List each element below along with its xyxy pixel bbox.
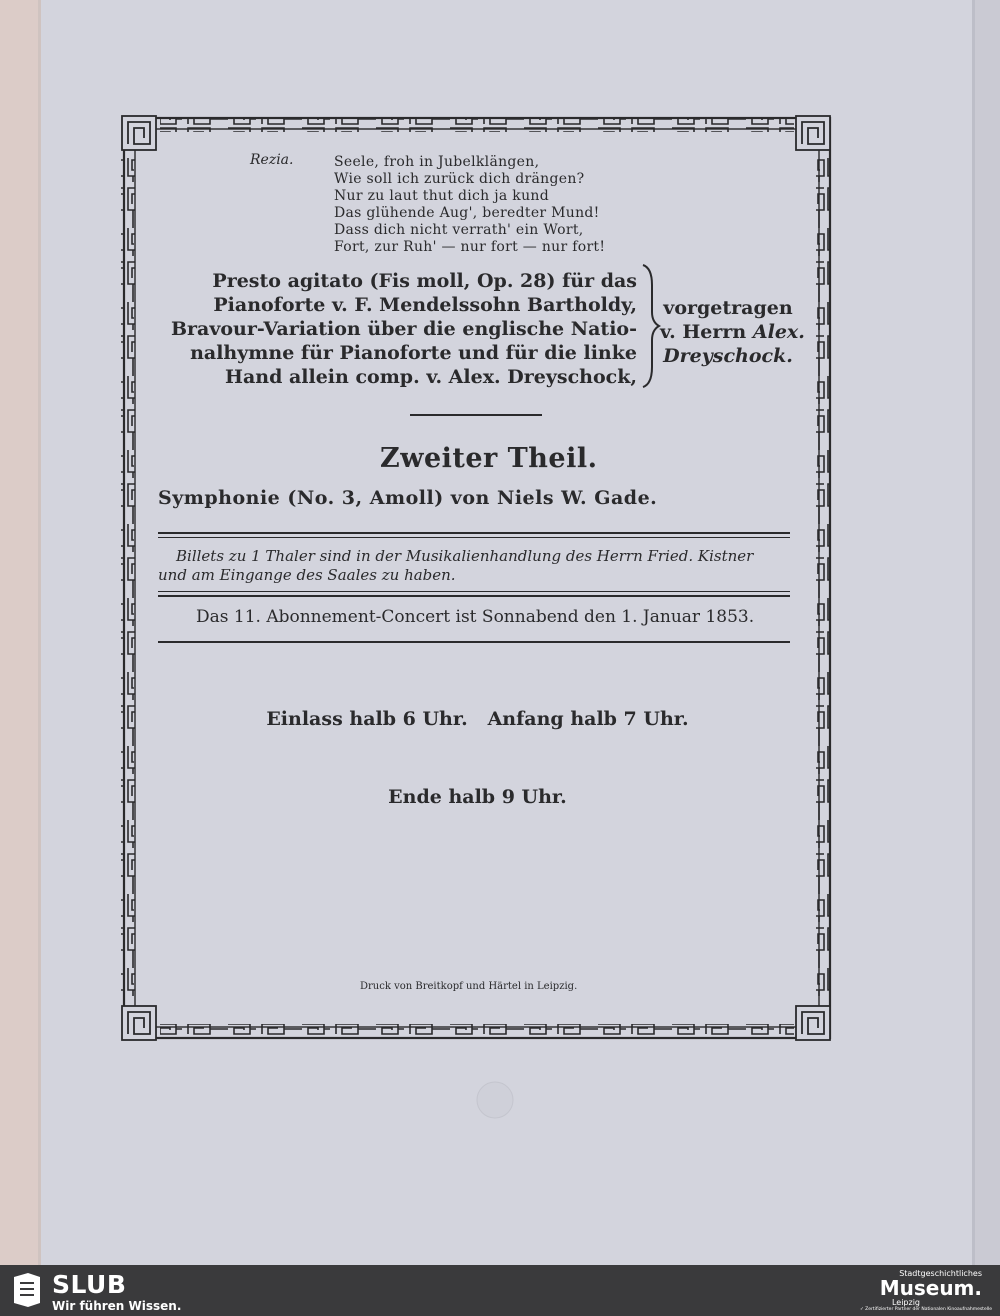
slub-logo-icon — [12, 1273, 42, 1307]
performer-line — [660, 320, 805, 344]
verse-line: Wie soll ich zurück dich drängen? — [334, 171, 585, 187]
performer-prefix: v. Herrn — [660, 321, 747, 343]
singer-label: Rezia. — [250, 152, 294, 168]
divider — [158, 641, 790, 643]
museum-certificate: ✓ Zertifizierter Partner der Nationalen Kinoaufnahmestelle — [859, 1307, 992, 1312]
program-line: nalhymne für Pianoforte und für die linke — [190, 342, 637, 364]
slub-tagline: Wir führen Wissen. — [52, 1299, 182, 1313]
program-line: Pianoforte v. F. Mendelssohn Bartholdy, — [213, 294, 637, 316]
section-heading: Zweiter Theil. — [380, 443, 598, 474]
divider — [158, 595, 790, 597]
divider — [158, 532, 790, 534]
symphony-line: Symphonie (No. 3, Amoll) von Niels W. Gade. — [158, 487, 658, 509]
library-stamp — [477, 1082, 513, 1118]
museum-subtitle: Stadtgeschichtliches — [899, 1269, 982, 1278]
performer-line: vorgetragen — [663, 297, 793, 319]
times-line: Einlass halb 6 Uhr. Anfang halb 7 Uhr. — [266, 708, 689, 730]
program-list — [152, 269, 637, 389]
bottom-key-band — [160, 1024, 794, 1038]
performer-firstname: Alex. — [752, 321, 805, 343]
divider — [158, 591, 790, 592]
program-line: Presto agitato (Fis moll, Op. 28) für das — [212, 270, 637, 292]
next-concert: Das 11. Abonnement-Concert ist Sonnabend den 1. Januar 1853. — [196, 607, 755, 627]
verse-line: Dass dich nicht verrath' ein Wort, — [334, 222, 584, 238]
footer-bar — [0, 1265, 1000, 1316]
slub-name: SLUB — [52, 1270, 127, 1299]
performer-line: Dreyschock. — [663, 345, 793, 367]
right-key-band — [816, 158, 830, 998]
museum-city: Leipzig — [891, 1298, 920, 1307]
tickets-line: und am Eingange des Saales zu haben. — [158, 566, 456, 584]
program-line: Bravour-Variation über die englische Natio- — [170, 318, 637, 340]
tickets-line: Billets zu 1 Thaler sind in der Musikalienhandlung des Herrn Fried. Kistner — [176, 547, 754, 565]
left-key-band — [121, 158, 135, 998]
divider — [158, 537, 790, 538]
verse-line: Fort, zur Ruh' — nur fort — nur fort! — [334, 239, 606, 255]
museum-name: Museum. — [879, 1276, 982, 1300]
top-key-band — [160, 118, 794, 132]
printer-note: Druck von Breitkopf und Härtel in Leipzig. — [360, 981, 578, 992]
tickets-note — [158, 547, 798, 585]
verse-line: Nur zu laut thut dich ja kund — [334, 188, 549, 204]
performer-note — [660, 296, 805, 368]
times-line: Ende halb 9 Uhr. — [388, 786, 567, 808]
times-block — [200, 654, 755, 836]
verse-line: Seele, froh in Jubelklängen, — [334, 154, 540, 170]
verse-line: Das glühende Aug', beredter Mund! — [334, 205, 600, 221]
brace — [643, 265, 659, 387]
verse-lines — [334, 154, 605, 256]
short-divider — [410, 414, 542, 416]
program-line: Hand allein comp. v. Alex. Dreyschock, — [225, 366, 637, 388]
